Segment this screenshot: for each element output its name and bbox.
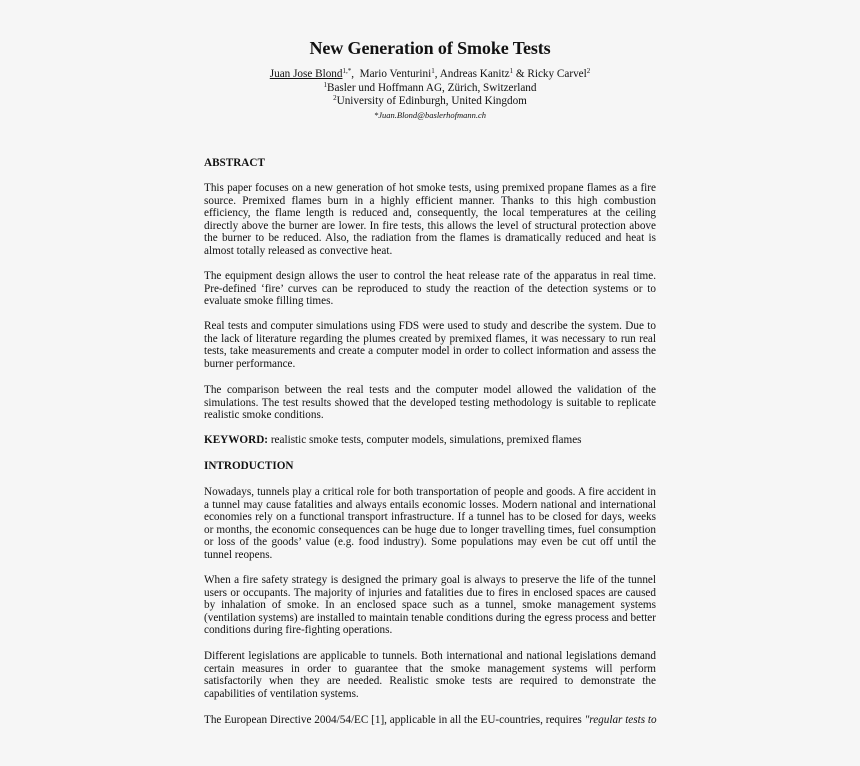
intro-paragraph-3: Different legislations are applicable to tunnels. Both international and national legislations demand certain measures in order to guarantee that the smoke management systems will perform satisfactorily when they are needed. Realistic smoke tests are required to demonstrate the capabilities of ventilation systems. xyxy=(204,650,656,700)
affiliation-text: University of Edinburgh, United Kingdom xyxy=(336,95,527,107)
abstract-paragraph-1: This paper focuses on a new generation of hot smoke tests, using premixed propane flames as a fire source. Premixed flames burn in a highly efficient manner. Thanks to this high combustion efficiency, the flame length is reduced and, consequently, the local temperatures at the ceiling directly above the burner are lower. In fire tests, this allows the level of structural protection above the burner to be reduced. Also, the radiation from the flames is dramatically reduced and heat is almost totally released as convective heat. xyxy=(204,182,656,257)
keywords-text: realistic smoke tests, computer models, simulations, premixed flames xyxy=(268,434,582,446)
affiliation-1 xyxy=(204,82,656,96)
author-sup: 2 xyxy=(586,67,591,75)
author-sup: 1 xyxy=(509,67,514,75)
author-name: Andreas Kanitz xyxy=(439,68,510,80)
author-separator: , xyxy=(351,68,360,80)
affiliation-2 xyxy=(204,95,656,109)
author-sup: 1 xyxy=(431,67,435,75)
abstract-heading: ABSTRACT xyxy=(204,157,265,169)
author-name: Juan Jose Blond xyxy=(269,68,343,80)
intro-paragraph-4-quote: "regular tests to xyxy=(584,714,657,726)
intro-paragraph-4 xyxy=(204,714,656,727)
author-name: Mario Venturini xyxy=(359,68,432,80)
abstract-paragraph-3: Real tests and computer simulations using FDS were used to study and describe the system. Due to the lack of literature regarding the plumes created by premixed flames, it was necessary to run real tests, take measurements and create a computer model in order to collect information and assess the burner performance. xyxy=(204,320,656,370)
affiliation-text: Basler und Hoffmann AG, Zürich, Switzerland xyxy=(326,81,537,94)
affiliation-sup: 1 xyxy=(323,80,327,89)
paper-title: New Generation of Smoke Tests xyxy=(309,38,551,58)
author-sup: 1,* xyxy=(342,67,352,75)
abstract-paragraph-4: The comparison between the real tests and the computer model allowed the validation of the simulations. The test results showed that the developed testing methodology is suitable to replicate realistic smoke conditions. xyxy=(204,384,656,422)
intro-paragraph-1: Nowadays, tunnels play a critical role for both transportation of people and goods. A fire accident in a tunnel may cause fatalities and always entails economic losses. Modern national and international economies rely on a functional transport infrastructure. If a tunnel has to be closed for days, weeks or months, the economic consequences can be huge due to longer travelling times, fuel consumption or loss of the goods’ value (e.g. food industry). Some populations may even be cut off until the tunnel reopens. xyxy=(204,486,656,561)
author-block xyxy=(204,68,656,122)
intro-paragraph-4-text: The European Directive 2004/54/EC [1], applicable in all the EU-countries, requires xyxy=(204,714,585,726)
keywords-line xyxy=(204,434,656,447)
introduction-heading: INTRODUCTION xyxy=(204,460,294,472)
keywords-label: KEYWORD: xyxy=(204,434,269,446)
author-separator: & xyxy=(513,68,528,80)
affiliation-sup: 2 xyxy=(333,94,337,102)
abstract-paragraph-2: The equipment design allows the user to control the heat release rate of the apparatus in real time. Pre-defined ‘fire’ curves can be reproduced to study the reaction of the detection systems or to evaluate smoke filling times. xyxy=(204,270,656,308)
corresponding-email: *Juan.Blond@baslerhofmann.ch xyxy=(373,109,486,120)
intro-paragraph-2: When a fire safety strategy is designed the primary goal is always to preserve the life of the tunnel users or occupants. The majority of injuries and fatalities due to fires in enclosed spaces are caused by inhalation of smoke. In an enclosed space such as a tunnel, smoke management systems (ventilation systems) are installed to maintain tenable conditions during the egress process and better conditions during fire-fighting operations. xyxy=(204,574,656,637)
author-separator: , xyxy=(434,68,440,80)
author-name: Ricky Carvel xyxy=(527,68,587,80)
author-line xyxy=(204,68,656,82)
